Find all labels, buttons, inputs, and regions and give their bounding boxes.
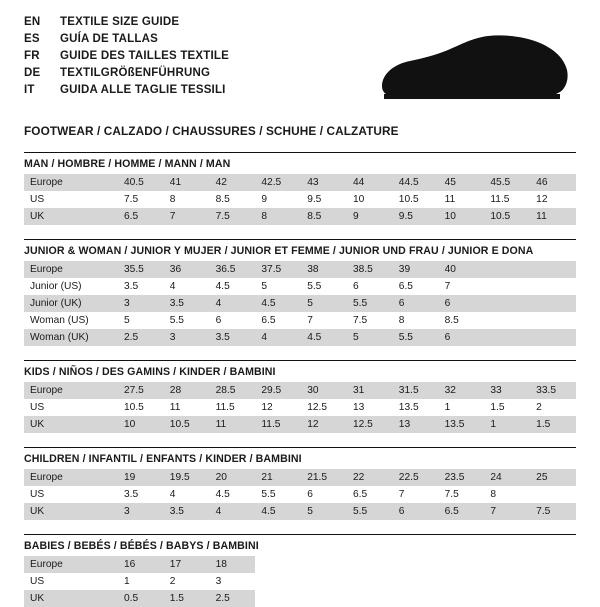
cell: 4.5 — [255, 295, 301, 312]
cell — [484, 556, 530, 573]
cell — [484, 278, 530, 295]
cell — [255, 590, 301, 607]
cell: 1.5 — [164, 590, 210, 607]
row-label: Woman (US) — [30, 315, 89, 326]
language-title: TEXTILE SIZE GUIDE — [60, 16, 180, 28]
section-title: KIDS / NIÑOS / DES GAMINS / KINDER / BAMBINI — [24, 360, 576, 382]
row-label: US — [30, 402, 45, 413]
cell: 0.5 — [118, 590, 164, 607]
cell: 12.5 — [307, 402, 328, 413]
cell: 4 — [255, 329, 301, 346]
cell: 45 — [439, 174, 485, 191]
row-label: Europe — [24, 556, 118, 573]
cell — [530, 295, 576, 312]
cell: 24 — [484, 469, 530, 486]
cell: 11.5 — [215, 402, 235, 413]
row-label: US — [30, 489, 45, 500]
dress-shoe-icon — [380, 34, 570, 104]
cell — [301, 573, 347, 590]
cell: 11.5 — [255, 416, 301, 433]
cell: 1.5 — [490, 402, 505, 413]
cell: 43 — [301, 174, 347, 191]
table-row — [24, 191, 576, 208]
cell — [347, 590, 393, 607]
cell: 32 — [439, 382, 485, 399]
cell: 35.5 — [118, 261, 164, 278]
cell: 6 — [352, 281, 359, 292]
cell: 4.5 — [215, 281, 230, 292]
cell: 7 — [307, 315, 313, 326]
cell: 22.5 — [393, 469, 439, 486]
cell: 8 — [490, 489, 497, 500]
cell: 12 — [536, 194, 548, 205]
size-table-babies — [24, 556, 576, 607]
cell: 8 — [169, 194, 176, 205]
language-title: GUIDE DES TAILLES TEXTILE — [60, 50, 229, 62]
cell: 3 — [164, 329, 210, 346]
cell: 5 — [301, 295, 347, 312]
cell: 5.5 — [347, 503, 393, 520]
table-row — [24, 590, 576, 607]
cell: 16 — [118, 556, 164, 573]
cell: 33.5 — [530, 382, 576, 399]
language-code: DE — [24, 67, 41, 79]
row-label: Europe — [24, 382, 118, 399]
cell: 3.5 — [164, 295, 210, 312]
cell — [530, 573, 576, 590]
row-label: UK — [24, 503, 118, 520]
row-label: Europe — [24, 174, 118, 191]
cell — [484, 590, 530, 607]
cell: 27.5 — [118, 382, 164, 399]
size-table-man — [24, 174, 576, 225]
cell: 30 — [301, 382, 347, 399]
cell — [255, 556, 301, 573]
cell: 38 — [301, 261, 347, 278]
cell — [484, 312, 530, 329]
cell: 22 — [347, 469, 393, 486]
cell: 5.5 — [261, 489, 276, 500]
cell: 37.5 — [255, 261, 301, 278]
cell: 5 — [261, 281, 268, 292]
table-row — [24, 399, 576, 416]
language-code: EN — [24, 16, 41, 28]
cell: 1 — [444, 402, 451, 413]
cell: 44 — [347, 174, 393, 191]
table-row — [24, 208, 576, 225]
cell — [530, 278, 576, 295]
cell: 10.5 — [398, 194, 419, 205]
cell: 5 — [124, 315, 130, 326]
cell: 2 — [536, 402, 542, 413]
cell: 1 — [484, 416, 530, 433]
cell: 12 — [301, 416, 347, 433]
cell: 19 — [118, 469, 164, 486]
cell: 5.5 — [307, 281, 322, 292]
cell — [530, 261, 576, 278]
cell: 41 — [164, 174, 210, 191]
cell: 12 — [261, 402, 273, 413]
cell — [530, 556, 576, 573]
row-label: Woman (UK) — [24, 329, 118, 346]
cell: 4 — [210, 295, 256, 312]
category-line: FOOTWEAR / CALZADO / CHAUSSURES / SCHUHE / CALZATURE — [24, 124, 399, 138]
cell: 6 — [439, 329, 485, 346]
cell: 11 — [444, 194, 456, 205]
cell: 8.5 — [215, 194, 230, 205]
cell: 7 — [398, 489, 405, 500]
language-code: ES — [24, 33, 40, 45]
cell: 3 — [215, 576, 222, 587]
cell: 5 — [347, 329, 393, 346]
table-row — [24, 329, 576, 346]
cell: 18 — [210, 556, 256, 573]
row-label: Junior (UK) — [24, 295, 118, 312]
cell: 31 — [347, 382, 393, 399]
cell: 1 — [124, 576, 130, 587]
table-row — [24, 295, 576, 312]
cell: 7.5 — [124, 194, 139, 205]
cell: 7 — [164, 208, 210, 225]
cell: 39 — [393, 261, 439, 278]
cell: 13 — [352, 402, 365, 413]
cell: 6 — [393, 295, 439, 312]
language-title: GUÍA DE TALLAS — [60, 33, 158, 45]
table-row — [24, 174, 576, 191]
cell: 7.5 — [352, 315, 368, 326]
cell: 7.5 — [210, 208, 256, 225]
cell: 4 — [169, 281, 176, 292]
cell: 11 — [169, 402, 181, 413]
table-row — [24, 382, 576, 399]
cell: 8 — [255, 208, 301, 225]
cell: 8 — [398, 315, 405, 326]
table-row — [24, 503, 576, 520]
table-row — [24, 573, 576, 590]
cell — [301, 556, 347, 573]
table-row — [24, 469, 576, 486]
cell: 5 — [301, 503, 347, 520]
cell: 10 — [118, 416, 164, 433]
cell: 29.5 — [255, 382, 301, 399]
cell: 6 — [439, 295, 485, 312]
section-title: BABIES / BEBÉS / BÉBÉS / BABYS / BAMBINI — [24, 534, 576, 556]
table-row — [24, 278, 576, 295]
cell — [530, 312, 576, 329]
cell: 12.5 — [347, 416, 393, 433]
cell: 6 — [307, 489, 313, 500]
cell: 42 — [210, 174, 256, 191]
cell: 10 — [439, 208, 485, 225]
section-title: CHILDREN / INFANTIL / ENFANTS / KINDER / BAMBINI — [24, 447, 576, 469]
row-label: UK — [24, 208, 118, 225]
page-header — [24, 16, 576, 112]
cell — [393, 556, 439, 573]
cell — [484, 573, 530, 590]
size-table-children — [24, 469, 576, 520]
cell: 36.5 — [210, 261, 256, 278]
cell: 42.5 — [255, 174, 301, 191]
cell: 20 — [210, 469, 256, 486]
cell — [439, 590, 485, 607]
cell: 10 — [352, 194, 365, 205]
cell: 33 — [484, 382, 530, 399]
cell: 11 — [530, 208, 576, 225]
section-children — [24, 447, 576, 520]
cell — [484, 295, 530, 312]
cell: 28.5 — [210, 382, 256, 399]
row-label: US — [30, 194, 45, 205]
row-label: Europe — [24, 469, 118, 486]
section-title: MAN / HOMBRE / HOMME / MANN / MAN — [24, 152, 576, 174]
cell — [484, 329, 530, 346]
cell: 10.5 — [484, 208, 530, 225]
cell: 1.5 — [530, 416, 576, 433]
cell: 31.5 — [393, 382, 439, 399]
cell: 40.5 — [118, 174, 164, 191]
section-junior-woman — [24, 239, 576, 346]
cell: 13.5 — [439, 416, 485, 433]
cell — [255, 573, 301, 590]
language-title: TEXTILGRÖßENFÜHRUNG — [60, 67, 211, 79]
cell: 8.5 — [301, 208, 347, 225]
table-row — [24, 556, 576, 573]
cell: 2.5 — [210, 590, 256, 607]
language-code: IT — [24, 84, 35, 96]
cell: 6.5 — [352, 489, 368, 500]
cell: 11.5 — [490, 194, 510, 205]
cell: 2 — [169, 576, 176, 587]
cell: 3 — [118, 295, 164, 312]
cell: 19.5 — [164, 469, 210, 486]
cell: 7.5 — [530, 503, 576, 520]
cell: 6.5 — [398, 281, 413, 292]
cell: 7 — [484, 503, 530, 520]
row-label: UK — [24, 590, 118, 607]
cell: 6.5 — [439, 503, 485, 520]
cell: 4.5 — [301, 329, 347, 346]
cell: 7 — [444, 281, 451, 292]
row-label: UK — [24, 416, 118, 433]
cell — [530, 329, 576, 346]
cell: 3.5 — [210, 329, 256, 346]
cell: 6.5 — [118, 208, 164, 225]
cell: 10.5 — [124, 402, 144, 413]
cell: 6 — [393, 503, 439, 520]
cell: 38.5 — [347, 261, 393, 278]
cell — [439, 573, 485, 590]
cell — [530, 590, 576, 607]
cell: 5.5 — [169, 315, 184, 326]
size-table-junior-woman — [24, 261, 576, 346]
cell: 10.5 — [164, 416, 210, 433]
cell: 8.5 — [444, 315, 459, 326]
cell: 5.5 — [393, 329, 439, 346]
cell: 25 — [530, 469, 576, 486]
cell: 5.5 — [347, 295, 393, 312]
cell: 45.5 — [484, 174, 530, 191]
section-kids — [24, 360, 576, 433]
cell: 46 — [530, 174, 576, 191]
cell: 4 — [210, 503, 256, 520]
cell: 36 — [164, 261, 210, 278]
cell — [347, 573, 393, 590]
section-babies — [24, 534, 576, 607]
cell — [439, 556, 485, 573]
cell: 6 — [215, 315, 222, 326]
cell: 4 — [169, 489, 176, 500]
cell — [393, 573, 439, 590]
cell: 4.5 — [215, 489, 230, 500]
cell: 9 — [347, 208, 393, 225]
cell: 7.5 — [444, 489, 459, 500]
cell: 21 — [255, 469, 301, 486]
cell: 2.5 — [118, 329, 164, 346]
section-man — [24, 152, 576, 225]
cell: 3.5 — [124, 489, 139, 500]
cell: 3.5 — [164, 503, 210, 520]
cell: 9.5 — [307, 194, 322, 205]
cell: 40 — [439, 261, 485, 278]
cell — [301, 590, 347, 607]
section-title: JUNIOR & WOMAN / JUNIOR Y MUJER / JUNIOR ET FEMME / JUNIOR UND FRAU / JUNIOR E DONA — [24, 239, 576, 261]
cell: 6.5 — [261, 315, 276, 326]
language-code: FR — [24, 50, 40, 62]
cell: 9 — [261, 194, 268, 205]
table-row — [24, 486, 576, 503]
language-title: GUIDA ALLE TAGLIE TESSILI — [60, 84, 226, 96]
cell: 44.5 — [393, 174, 439, 191]
table-row — [24, 312, 576, 329]
cell: 9.5 — [393, 208, 439, 225]
cell — [347, 556, 393, 573]
cell — [530, 486, 576, 503]
cell: 3 — [118, 503, 164, 520]
row-label: US — [30, 576, 45, 587]
row-label: Europe — [24, 261, 118, 278]
cell — [484, 261, 530, 278]
cell: 13.5 — [398, 402, 419, 413]
cell: 11 — [210, 416, 256, 433]
cell: 13 — [393, 416, 439, 433]
table-row — [24, 261, 576, 278]
cell: 3.5 — [124, 281, 139, 292]
cell: 21.5 — [301, 469, 347, 486]
cell: 17 — [164, 556, 210, 573]
cell: 28 — [164, 382, 210, 399]
cell: 4.5 — [255, 503, 301, 520]
size-table-kids — [24, 382, 576, 433]
language-row — [24, 16, 576, 33]
cell: 23.5 — [439, 469, 485, 486]
cell — [393, 590, 439, 607]
table-row — [24, 416, 576, 433]
row-label: Junior (US) — [30, 281, 82, 292]
